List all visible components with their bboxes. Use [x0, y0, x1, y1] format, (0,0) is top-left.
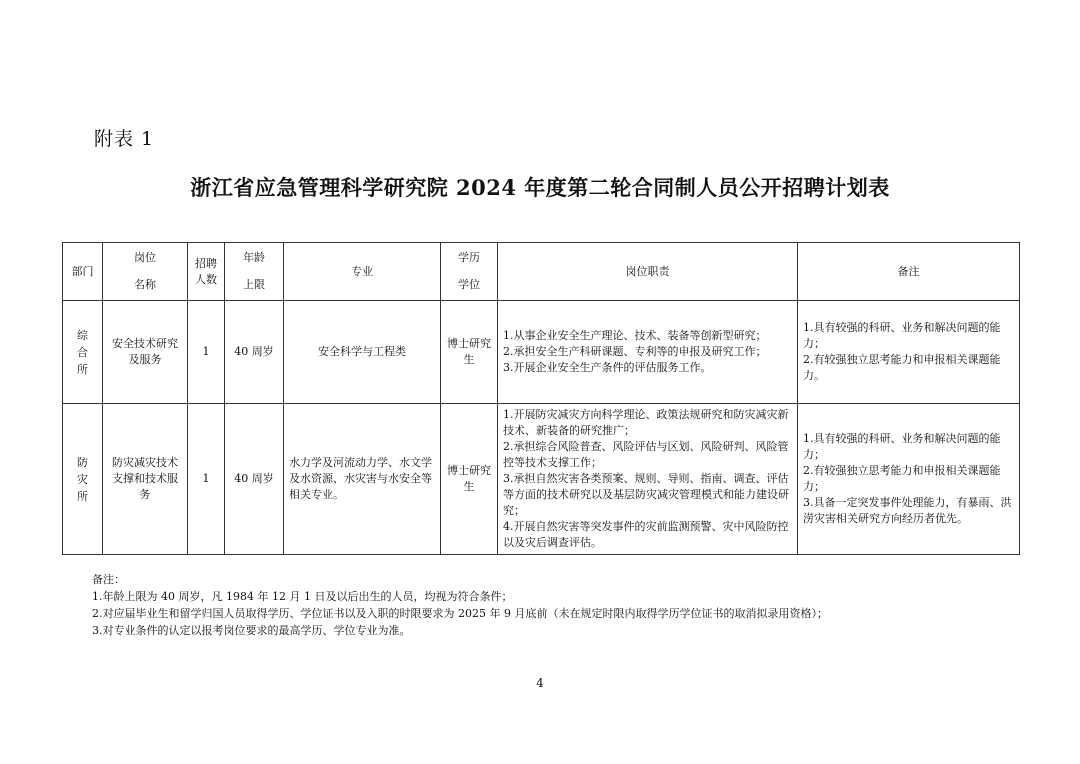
- footnote-item: 3.对专业条件的认定以报考岗位要求的最高学历、学位专业为准。: [92, 624, 411, 637]
- remark-item: 1.具有较强的科研、业务和解决问题的能力；: [803, 432, 1001, 461]
- cell-count: 1: [188, 404, 225, 555]
- appendix-label: 附表 1: [94, 128, 155, 150]
- remark-item: 2.有较强独立思考能力和申报相关课题能力。: [803, 353, 1001, 382]
- cell-dept: 综合所: [63, 301, 103, 404]
- page-title: 浙江省应急管理科学研究院 2024 年度第二轮合同制人员公开招聘计划表: [190, 175, 890, 200]
- duty-item: 1.从事企业安全生产理论、技术、装备等创新型研究；: [503, 329, 767, 342]
- cell-post: 安全技术研究及服务: [103, 301, 188, 404]
- cell-post: 防灾减灾技术支撑和技术服务: [103, 404, 188, 555]
- duty-item: 2.承担安全生产科研课题、专利等的申报及研究工作；: [503, 345, 767, 358]
- recruitment-plan-table: [62, 242, 1020, 555]
- table-row: [63, 404, 1020, 555]
- header-count: 招聘 人数: [188, 243, 225, 301]
- header-post: 岗位 名称: [103, 243, 188, 301]
- cell-education: 博士研究生: [441, 404, 498, 555]
- duty-item: 1.开展防灾减灾方向科学理论、政策法规研究和防灾减灾新技术、新装备的研究推广；: [503, 408, 789, 437]
- footnotes: [92, 571, 828, 639]
- cell-major: 安全科学与工程类: [284, 301, 441, 404]
- table-header-row: [63, 243, 1020, 301]
- table-row: [63, 301, 1020, 404]
- duty-item: 3.承担自然灾害各类预案、规则、导则、指南、调查、评估等方面的技术研究以及基层防灾减灾管理模式和能力建设研究；: [503, 472, 789, 517]
- cell-remarks: [798, 404, 1020, 555]
- remark-item: 1.具有较强的科研、业务和解决问题的能力；: [803, 321, 1001, 350]
- cell-age: 40 周岁: [225, 301, 284, 404]
- header-duties: 岗位职责: [498, 243, 798, 301]
- footnote-item: 2.对应届毕业生和留学归国人员取得学历、学位证书以及入职的时限要求为 2025 年 9 月底前（未在规定时限内取得学历学位证书的取消拟录用资格）；: [92, 607, 828, 620]
- header-dept: 部门: [63, 243, 103, 301]
- cell-age: 40 周岁: [225, 404, 284, 555]
- cell-duties: [498, 404, 798, 555]
- header-remarks: 备注: [798, 243, 1020, 301]
- remark-item: 3.具备一定突发事件处理能力，有暴雨、洪涝灾害相关研究方向经历者优先。: [803, 496, 1012, 525]
- cell-count: 1: [188, 301, 225, 404]
- header-education: 学历 学位: [441, 243, 498, 301]
- cell-remarks: [798, 301, 1020, 404]
- footnotes-heading: 备注：: [92, 573, 125, 586]
- cell-major: 水力学及河流动力学、水文学及水资源、水灾害与水安全等相关专业。: [284, 404, 441, 555]
- footnote-item: 1.年龄上限为 40 周岁，凡 1984 年 12 月 1 日及以后出生的人员，均视为符合条件；: [92, 590, 513, 603]
- header-age: 年龄 上限: [225, 243, 284, 301]
- page-number: 4: [536, 676, 544, 690]
- header-major: 专业: [284, 243, 441, 301]
- duty-item: 2.承担综合风险普查、风险评估与区划、风险研判、风险管控等技术支撑工作；: [503, 440, 789, 469]
- duty-item: 4.开展自然灾害等突发事件的灾前监测预警、灾中风险防控以及灾后调查评估。: [503, 520, 789, 549]
- duty-item: 3.开展企业安全生产条件的评估服务工作。: [503, 361, 712, 374]
- remark-item: 2.有较强独立思考能力和申报相关课题能力；: [803, 464, 1001, 493]
- cell-dept: 防灾所: [63, 404, 103, 555]
- cell-education: 博士研究生: [441, 301, 498, 404]
- cell-duties: [498, 301, 798, 404]
